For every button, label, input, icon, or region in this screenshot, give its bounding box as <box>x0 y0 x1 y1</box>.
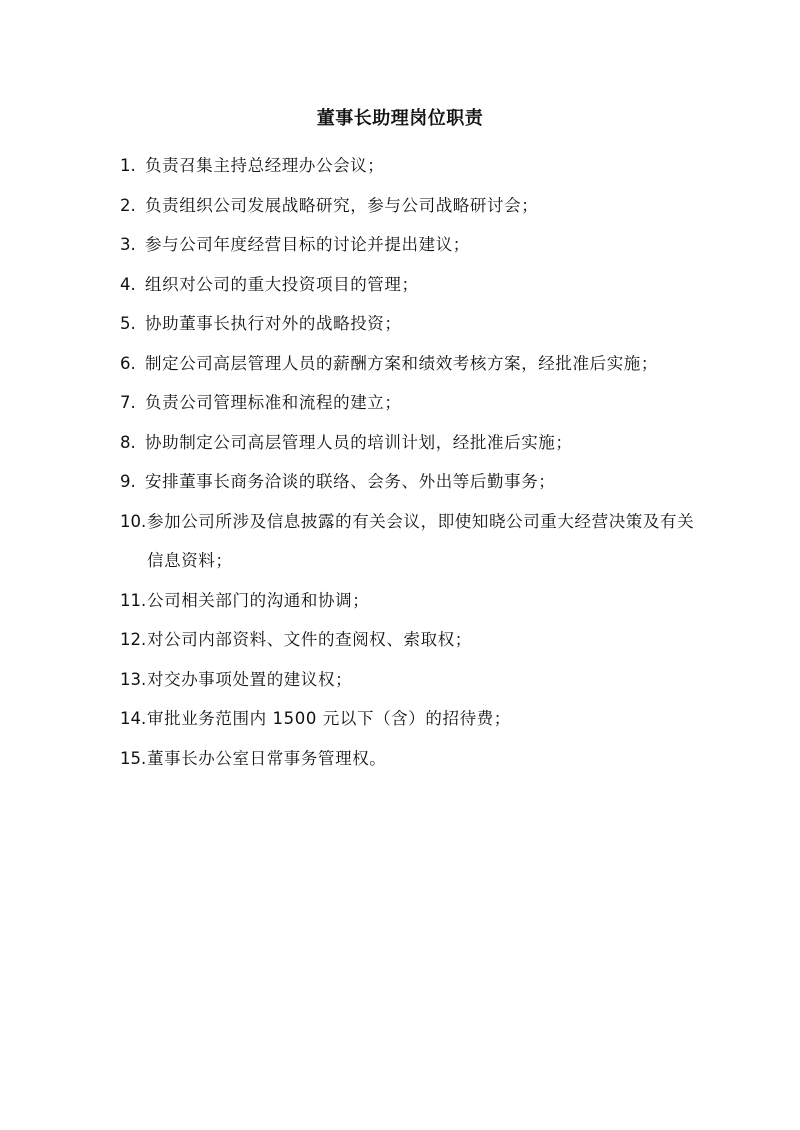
list-item <box>120 462 700 502</box>
item-text: 安排董事长商务洽谈的联络、会务、外出等后勤事务； <box>145 472 556 491</box>
item-number: 9. <box>120 472 136 491</box>
item-text: 对公司内部资料、文件的查阅权、索取权； <box>147 630 472 649</box>
item-text: 协助制定公司高层管理人员的培训计划，经批准后实施； <box>145 432 573 452</box>
list-item <box>120 344 700 384</box>
item-text: 参与公司年度经营目标的讨论并提出建议； <box>145 235 470 254</box>
item-number: 1. <box>120 156 136 175</box>
item-number: 11. <box>120 590 147 610</box>
item-text: 负责召集主持总经理办公会议； <box>145 156 385 175</box>
list-item <box>120 581 700 621</box>
list-item <box>120 423 700 463</box>
item-text: 负责公司管理标准和流程的建立； <box>145 393 402 412</box>
list-item <box>120 660 700 700</box>
list-item <box>120 620 700 660</box>
item-number: 10. <box>120 511 147 531</box>
list-item <box>120 502 700 581</box>
item-number: 7. <box>120 393 136 412</box>
list-item <box>120 383 700 423</box>
item-number: 6. <box>120 353 136 373</box>
item-number: 4. <box>120 274 136 294</box>
item-text: 负责组织公司发展战略研究，参与公司战略研讨会； <box>145 195 539 215</box>
list-item <box>120 699 700 739</box>
item-text: 董事长办公室日常事务管理权。 <box>147 748 387 768</box>
item-text: 参加公司所涉及信息披露的有关会议，即使知晓公司重大经营决策及有关信息资料； <box>147 511 695 570</box>
document-title: 董事长助理岗位职责 <box>316 108 484 129</box>
item-number: 15. <box>120 748 147 768</box>
item-text: 对交办事项处置的建议权； <box>147 669 353 689</box>
item-text: 组织对公司的重大投资项目的管理； <box>145 274 419 294</box>
item-number: 14. <box>120 709 147 728</box>
list-item <box>120 739 700 779</box>
item-number: 8. <box>120 432 136 452</box>
item-number: 13. <box>120 669 147 689</box>
item-text: 公司相关部门的沟通和协调； <box>147 590 370 610</box>
item-text: 协助董事长执行对外的战略投资； <box>145 314 402 333</box>
item-number: 3. <box>120 235 136 254</box>
item-number: 12. <box>120 630 147 649</box>
item-text: 制定公司高层管理人员的薪酬方案和绩效考核方案，经批准后实施； <box>145 353 658 373</box>
list-item <box>120 304 700 344</box>
list-item <box>120 225 700 265</box>
list-item <box>120 186 700 226</box>
item-number: 2. <box>120 195 136 215</box>
item-text: 审批业务范围内 1500 元以下（含）的招待费； <box>147 709 511 728</box>
list-item <box>120 265 700 305</box>
item-number: 5. <box>120 314 136 333</box>
list-item <box>120 146 700 186</box>
duty-list <box>120 146 700 778</box>
